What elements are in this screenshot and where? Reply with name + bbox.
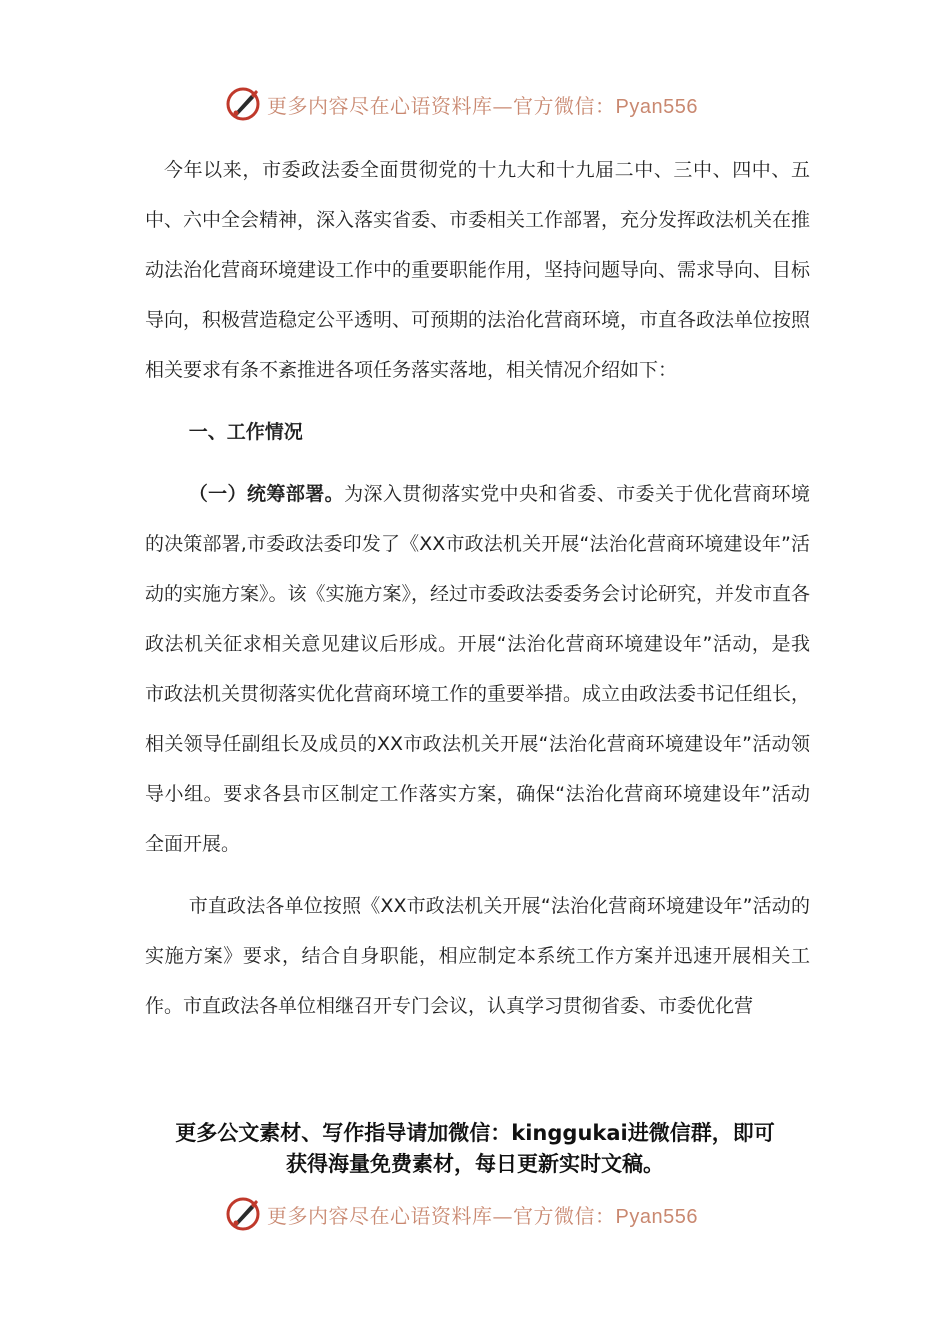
section-heading: 一、工作情况 bbox=[188, 421, 303, 443]
brush-logo-icon bbox=[225, 1196, 261, 1232]
header-watermark bbox=[225, 84, 745, 124]
body-paragraph: 市直政法各单位按照《XX市政法机关开展“法治化营商环境建设年”活动的实施方案》要求，结合自身职能，相应制定本系统工作方案并迅速开展相关工作。市直政法各单位相继召开专门会议，认真学习贯彻省委、市委优化营 bbox=[145, 895, 810, 1017]
watermark-text: 更多内容尽在心语资料库—官方微信：Pyan556 bbox=[267, 1203, 698, 1228]
subsection-paragraph bbox=[145, 469, 810, 869]
watermark-text: 更多内容尽在心语资料库—官方微信：Pyan556 bbox=[267, 93, 698, 118]
footer-promo-line-2: 获得海量免费素材，每日更新实时文稿。 bbox=[286, 1152, 664, 1176]
document-body bbox=[145, 145, 810, 1031]
footer-promo bbox=[130, 1118, 820, 1180]
subsection-label: （一）统筹部署。 bbox=[188, 483, 345, 505]
intro-paragraph: 今年以来，市委政法委全面贯彻党的十九大和十九届二中、三中、四中、五中、六中全会精神，深入落实省委、市委相关工作部署，充分发挥政法机关在推动法治化营商环境建设工作中的重要职能作用，坚持问题导向、需求导向、目标导向，积极营造稳定公平透明、可预期的法治化营商环境，市直各政法单位按照相关要求有条不紊推进各项任务落实落地，相关情况介绍如下： bbox=[145, 159, 811, 381]
subsection-body: 为深入贯彻落实党中央和省委、市委关于优化营商环境的决策部署,市委政法委印发了《XX市政法机关开展“法治化营商环境建设年”活动的实施方案》。该《实施方案》，经过市委政法委委务会讨论研究，并发市直各政法机关征求相关意见建议后形成。开展“法治化营商环境建设年”活动，是我市政法机关贯彻落实优化营商环境工作的重要举措。成立由政法委书记任组长，相关领导任副组长及成员的XX市政法机关开展“法治化营商环境建设年”活动领导小组。要求各县市区制定工作落实方案，确保“法治化营商环境建设年”活动全面开展。 bbox=[145, 483, 811, 855]
footer-watermark bbox=[225, 1194, 745, 1234]
brush-logo-icon bbox=[225, 86, 261, 122]
footer-promo-line-1: 更多公文素材、写作指导请加微信：kinggukai进微信群，即可 bbox=[175, 1121, 775, 1145]
